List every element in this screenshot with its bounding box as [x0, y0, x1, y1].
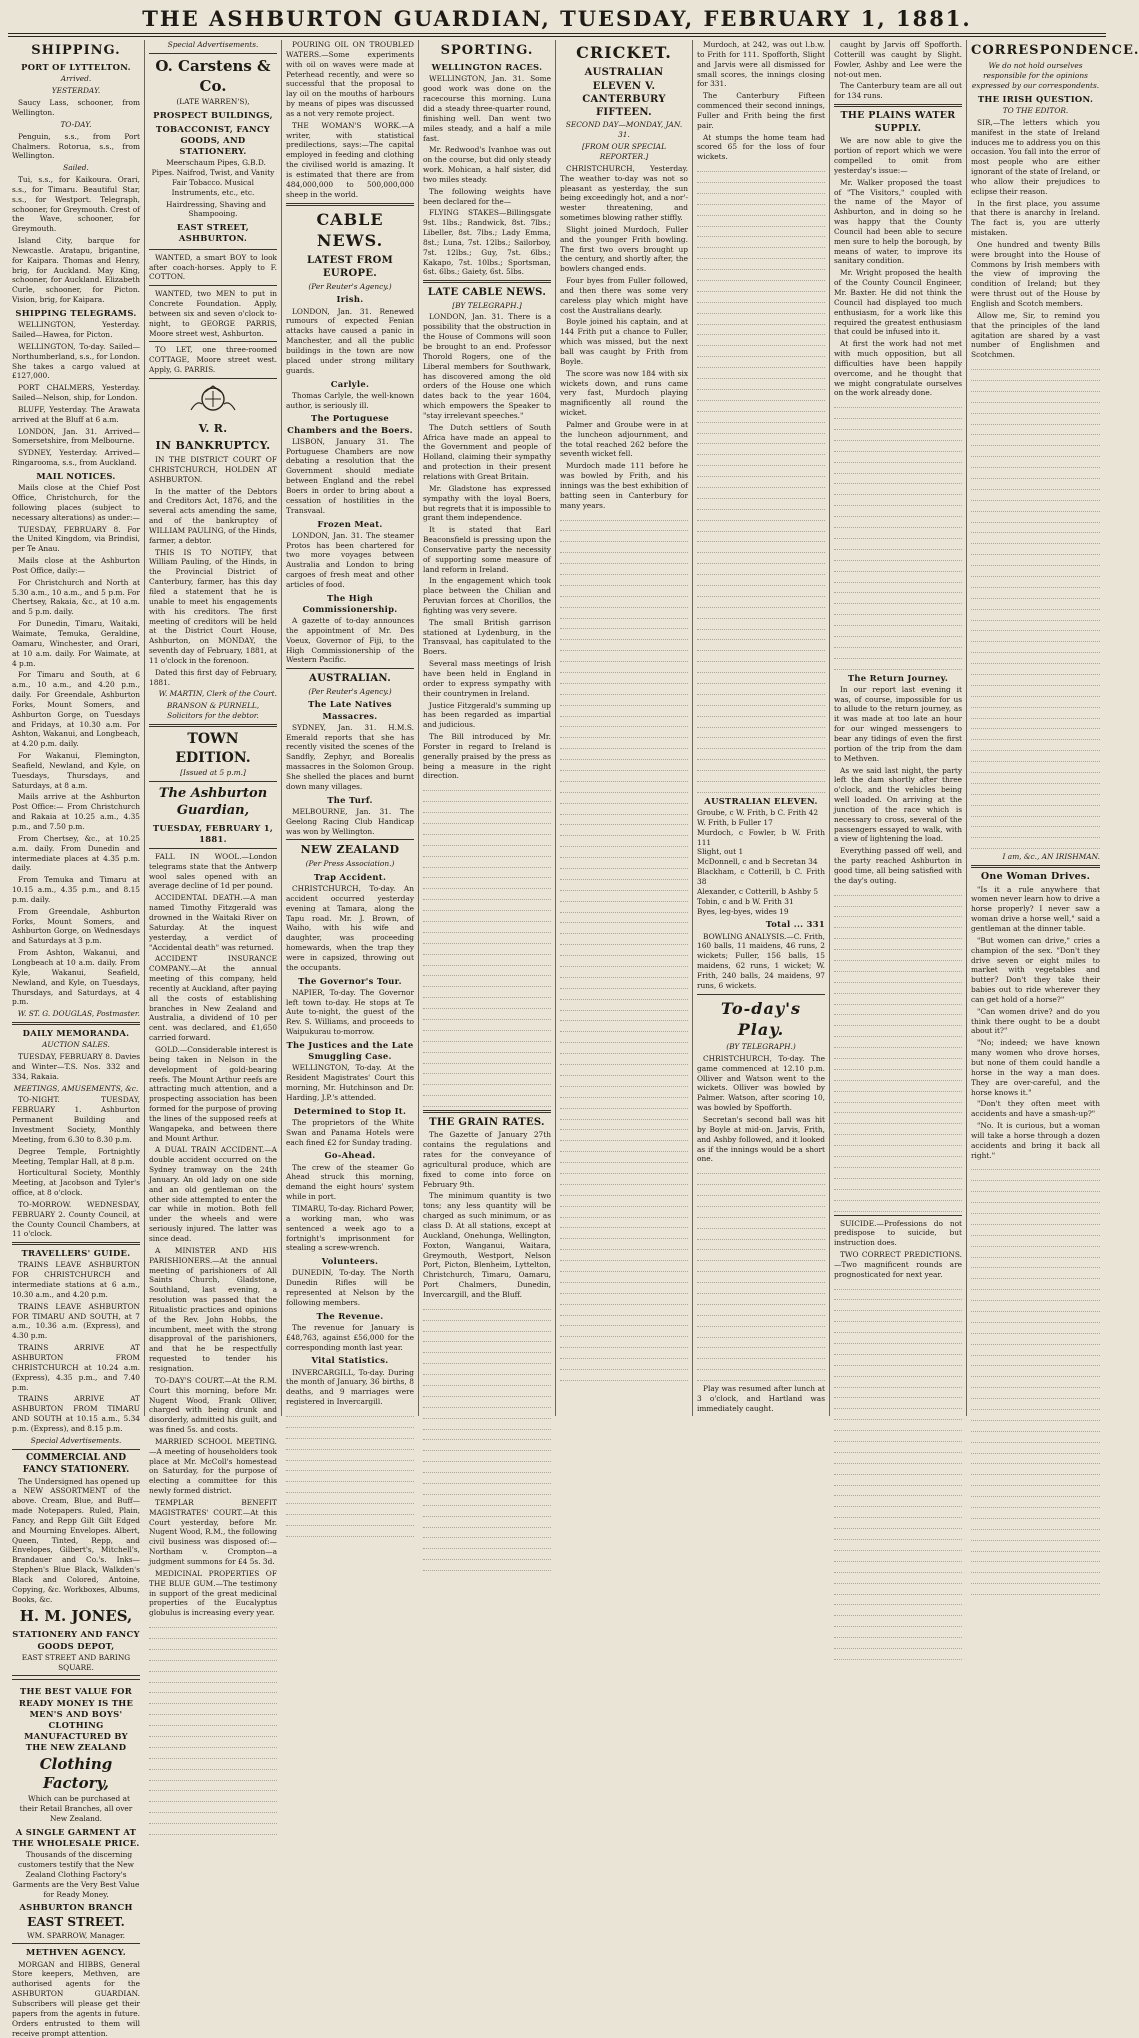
paragraph: LONDON, Jan. 31. The steamer Protos has been chartered for two more voyages between Australia and London to bring cargoes of fresh meat and other articles of food.	[286, 530, 414, 589]
paragraph: TUESDAY, FEBRUARY 8. For the United Kingdom, via Brindisi, per Te Anau.	[12, 524, 140, 554]
ad-name: O. Carstens & Co.	[155, 56, 271, 95]
ad-text: The Undersigned has opened up a NEW ASSORTMENT of the above. Cream, Blue, and Buff—made Notepapers. Ruled, Plain, Fancy, and Repp Gilt Gilt Edged and Mourning Envelopes. Albert, Queen, Tinted, Repp, and Envelopes, Gilbert's, Mitchell's, Brandauer and Co.'s. Inks—Stephen's Blue Black, Walkden's Black and Colored, Antoine, Copying, &c. Workboxes, Albums, Books, &c.	[12, 1476, 140, 1604]
paragraph: TIMARU, To-day. Richard Power, a working man, who was sentenced a week ago to a fortnight's imprisonment for stealing a screw-wrench.	[286, 1203, 414, 1253]
paragraph: For Wakanui, Flemington, Seafield, Newland, and Kyle, on Tuesdays, Thursdays, and Saturdays, at 8 a.m.	[12, 751, 140, 790]
paragraph: In the matter of the Debtors and Creditors Act, 1876, and the several acts amending the same, and of the bankruptcy of WILLIAM PAULING, of the Hinds, farmer, a debtor.	[149, 486, 277, 545]
paragraph: INVERCARGILL, To-day. During the month of January, 36 births, 8 deaths, and 9 marriages were registered in Invercargill.	[286, 1367, 414, 1407]
subheading: Go-Ahead.	[324, 1150, 376, 1161]
paragraph: "No; indeed; we have known many women who drove horses, but none of them could handle a horse in the way a man does. They are over-careful, and the horse knows it."	[971, 1038, 1100, 1097]
paragraph: SIR,—The letters which you manifest in the state of Ireland induces me to address you on this occasion. You fall into the error of most people who are either ignorant of the state of Ireland, or who allow their prejudices to eclipse their reason.	[971, 117, 1100, 196]
paragraph: For Christchurch and North at 5.30 a.m., 10 a.m., and 5 p.m. For Chertsey, Rakaia, &c., at 10 a.m. and 5 p.m. daily.	[12, 577, 140, 617]
paragraph: TO-MORROW. WEDNESDAY, FEBRUARY 2. County Council, at the County Council Chambers, at 11 o'clock.	[12, 1199, 140, 1239]
subheading: The Return Journey.	[847, 672, 949, 683]
divider	[149, 341, 277, 342]
edition-heading: TOWN EDITION.	[175, 730, 251, 766]
subheading: IN BANKRUPTCY.	[155, 439, 271, 453]
column-cricket-continued	[693, 40, 830, 1416]
subheading: The High Commissionership.	[302, 592, 398, 614]
section-heading: CABLE NEWS.	[316, 209, 384, 250]
subheading: DAILY MEMORANDA.	[22, 1028, 130, 1039]
subheading: Sailed.	[63, 163, 89, 173]
paragraph: Slight joined Murdoch, Fuller and the younger Frith bowling. The first two overs brought up the century, and shortly after, the bowlers changed ends.	[560, 224, 688, 274]
column-shipping	[8, 40, 145, 2038]
paragraph: At first the work had not met with much opposition, but all difficulties have been happily overcome, and he thought that we might congratulate ourselves on the work already done.	[834, 339, 962, 398]
agency-note: (Per Reuter's Agency.)	[308, 686, 392, 696]
paragraph: From Chertsey, &c., at 10.25 a.m. daily. From Dunedin and intermediate places at 4.35 p.m. daily.	[12, 833, 140, 873]
paragraph: SUICIDE.—Professions do not predispose to suicide, but instruction does.	[834, 1218, 962, 1248]
paragraph: Play was resumed after lunch at 3 o'clock, and Hartland was immediately caught.	[697, 1384, 825, 1413]
subheading: THE PLAINS WATER SUPPLY.	[840, 110, 956, 134]
paragraph: The Canterbury team are all out for 134 runs.	[834, 81, 962, 101]
paragraph: WANTED, two MEN to put in Concrete Foundation. Apply, between six and seven o'clock to-night, to GEORGE PARRIS, Moore street west, Ashburton.	[149, 289, 277, 338]
paragraph: GOLD.—Considerable interest is being taken in Nelson in the development of gold-bearing reefs. The Mount Arthur reefs are attracting much attention, and a prospecting association has been formed for the purpose of proving the lines of the supposed reefs at Wangapeka, and between there and Mount Arthur.	[149, 1044, 277, 1143]
paragraph: The crew of the steamer Go Ahead struck this morning, demand the eight hours' system while in port.	[286, 1162, 414, 1202]
paragraph: FLYING STAKES—Billingsgate 9st. 1lbs.; Randwick, 8st. 7lbs.; Libeller, 8st. 7lbs.; Lady Emma, 8st.; Luna, 7st. 12lbs.; Sailorboy, 7st. 12lbs.; Guy, 7st. 6lbs.; Kakapo, 7st. 10lbs.; Sportsman, 6st. 6lbs.; Gaiety, 6st. 5lbs.	[423, 208, 551, 277]
section-heading: CORRESPONDENCE.	[971, 43, 1139, 58]
text-lines	[697, 1166, 825, 1381]
ad-address: EAST STREET.	[27, 1914, 125, 1929]
paragraph: WELLINGTON, To-day. Sailed—Northumberland, s.s., for London. She takes a cargo valued at £127,000.	[12, 341, 141, 381]
agency-note: (Per Reuter's Agency.)	[308, 281, 392, 291]
ad-address: EAST STREET AND BARING SQUARE.	[21, 1652, 131, 1672]
subheading: PORT OF LYTTELTON.	[21, 62, 131, 73]
ad-address: EAST STREET, ASHBURTON.	[177, 222, 249, 244]
subheading: Arrived.	[60, 74, 92, 84]
paragraph: Mr. Wright proposed the health of the County Council Engineer, Mr. Baxter. He did not think the Council had displayed too much enthusiasm, for a work like this required the greatest enthusiasm that could be infused into it.	[834, 268, 962, 337]
paragraph: TRAINS ARRIVE AT ASHBURTON FROM TIMARU AND SOUTH at 10.15 a.m., 5.34 p.m. (Express), and 8.15 p.m.	[12, 1394, 140, 1433]
paragraph: "Don't they often meet with accidents and have a smash-up?"	[971, 1099, 1100, 1119]
column-cricket	[556, 40, 693, 1416]
text-lines	[697, 164, 825, 793]
ad-title: COMMERCIAL AND FANCY STATIONERY.	[22, 1452, 130, 1475]
score-line: Tobin, c and b W. Frith 31	[697, 896, 794, 906]
score-line: Murdoch, c Fowler, b W. Frith 111	[697, 827, 825, 847]
column-correspondence	[967, 40, 1139, 1416]
paragraph: Saucy Lass, schooner, from Wellington.	[12, 98, 140, 117]
score-line: W. Frith, b Fuller 17	[697, 817, 773, 827]
advertisement	[12, 1449, 140, 1677]
paragraph: WELLINGTON, To-day. At the Resident Magistrates' Court this morning, Mr. Hutchinson and Dr. Harding, J.P.'s attended.	[286, 1063, 414, 1102]
paragraph: Murdoch, at 242, was out l.b.w. to Frith for 111. Spofforth, Slight and Jarvis were all dismissed for small scores, the innings closing for 331.	[697, 40, 825, 89]
paragraph: CHRISTCHURCH, To-day. The game commenced at 12.10 p.m. Olliver and Watson went to the wickets. Olliver was bowled by Palmer. Watson, after scoring 10, was bowled by Spofforth.	[697, 1053, 825, 1113]
divider	[286, 668, 414, 669]
subheading: MAIL NOTICES.	[36, 471, 116, 481]
subheading: AUSTRALIAN.	[309, 673, 391, 685]
subheading: Irish.	[336, 294, 364, 305]
paragraph: For Timaru and South, at 6 a.m., 10 a.m., and 4.20 p.m., daily. For Greendale, Ashburton Forks, Mount Somers, and Ashburton Gorge, on Tuesdays and Fridays, at 10.30 a.m. For Ashton, Wakanui, and Longbeach, at 4.20 p.m. daily.	[12, 670, 140, 749]
divider	[12, 1242, 140, 1245]
subheading: TRAVELLERS' GUIDE.	[21, 1248, 131, 1259]
divider	[286, 203, 414, 206]
text-lines	[834, 400, 962, 669]
subheading: LATE CABLE NEWS.	[427, 287, 547, 299]
paragraph: Penguin, s.s., from Port Chalmers. Rotorua, s.s., from Wellington.	[12, 131, 140, 161]
ad-text: Thousands of the discerning customers testify that the New Zealand Clothing Factory's Garments are the Very Best Value for Ready Money.	[12, 1850, 140, 1899]
divider	[149, 378, 277, 379]
paragraph: From Greendale, Ashburton Forks, Mount Somers, and Ashburton Gorge, on Wednesdays and Saturdays at 3 p.m.	[12, 906, 140, 946]
paragraph: The Canterbury Fifteen commenced their second innings, Fuller and Frith being the first pair.	[697, 91, 825, 130]
divider	[149, 781, 277, 782]
divider	[423, 1110, 551, 1113]
column-sporting	[419, 40, 556, 1416]
paragraph: MEDICINAL PROPERTIES OF THE BLUE GUM.—The testimony in support of the great medicinal properties of the Eucalyptus globulus is increasing every year.	[149, 1568, 277, 1618]
subheading: MEETINGS, AMUSEMENTS, &c.	[13, 1083, 139, 1093]
paragraph: A MINISTER AND HIS PARISHIONERS.—At the annual meeting of parishioners of All Saints Church, Gladstone, Southland, last evening, a resolution was passed that the Ritualistic practices and opinions of the Rev. John Hobbs, the incumbent, meet with the strong disapproval of the parishioners, and that he be respectfully requested to tender his resignation.	[149, 1245, 277, 1373]
subheading: TO THE EDITOR.	[1002, 105, 1069, 115]
subheading: Special Advertisements.	[167, 40, 259, 49]
paragraph: In the engagement which took place between the Chilian and Peruvian forces at Chorillos, the fighting was very severe.	[423, 576, 551, 615]
paragraph: Four byes from Fuller followed, and then there was some very careless play which might have cost the Australians dearly.	[560, 276, 688, 315]
text-lines	[834, 1282, 962, 1660]
paragraph: PORT CHALMERS, Yesterday. Sailed—Nelson, ship, for London.	[12, 383, 140, 403]
paragraph: SYDNEY, Jan. 31. H.M.S. Emerald reports that she has recently visited the scenes of the Sandfly, Zephyr, and Borealis massacres in the Solomon Group. She shelled the places and burnt down many villages.	[286, 722, 414, 791]
signature: BRANSON & PURNELL, Solicitors for the debtor.	[166, 701, 260, 721]
ad-subtitle: STATIONERY AND FANCY GOODS DEPOT,	[12, 1629, 140, 1651]
paragraph: TO-NIGHT. TUESDAY, FEBRUARY 1. Ashburton Permanent Building and Investment Society, Monthly Meeting, from 6.30 to 8.30 p.m.	[12, 1095, 140, 1144]
paragraph: Degree Temple, Fortnightly Meeting, Templar Hall, at 8 p.m.	[12, 1146, 140, 1166]
subheading: NEW ZEALAND	[300, 843, 400, 857]
paragraph: It is stated that Earl Beaconsfield is pressing upon the Conservative party the necessity of supporting some measure of land reform in Ireland.	[423, 525, 551, 574]
paper-title: The Ashburton Guardian,	[158, 786, 268, 819]
paragraph: TUESDAY, FEBRUARY 8. Davies and Winter—T.S. Nos. 332 and 334, Rakaia.	[12, 1052, 140, 1081]
paragraph: "Is it a rule anywhere that women never learn how to drive a horse properly? I never saw a woman drive a horse well," said a gentleman at the dinner table.	[971, 884, 1100, 933]
paragraph: In the first place, you assume that there is anarchy in Ireland. The fact is, you are utterly mistaken.	[971, 198, 1100, 238]
section-heading: SPORTING.	[440, 43, 534, 58]
section-heading: SHIPPING.	[31, 43, 121, 58]
subheading: The Portuguese Chambers and the Boers.	[287, 413, 413, 435]
text-lines	[971, 362, 1100, 849]
paragraph: We are now able to give the portion of report which we were compelled to omit from yesterday's issue:—	[834, 136, 962, 175]
text-lines	[834, 888, 962, 1212]
paragraph: Dated this first day of February, 1881.	[149, 667, 277, 687]
paragraph: Several mass meetings of Irish have been held in England in order to express sympathy with their countrymen in Ireland.	[423, 659, 551, 698]
paragraph: THE WOMAN'S WORK.—A writer, with statistical predilections, says:—The capital employed in feeding and clothing the civilised world is amazing. It is estimated that there are from 484,000,000 to 500,000,000 sheep in the world.	[286, 120, 414, 199]
subheading: Carlyle.	[330, 378, 370, 389]
dateline: YESTERDAY.	[51, 86, 101, 96]
section-heading: CRICKET.	[576, 43, 672, 62]
paragraph: TRAINS LEAVE ASHBURTON FOR CHRISTCHURCH and intermediate stations at 6 a.m., 10.30 a.m., and 4.20 p.m.	[12, 1260, 140, 1299]
paragraph: The proprietors of the White Swan and Panama Hotels were each fined £2 for Sunday trading.	[286, 1117, 414, 1147]
paragraph: TWO CORRECT PREDICTIONS.—Two magnificent rounds are prognosticated for next year.	[834, 1250, 962, 1279]
subheading: AUSTRALIAN ELEVEN V. CANTERBURY FIFTEEN.	[582, 67, 666, 119]
paragraph: From Ashton, Wakanui, and Longbeach at 10 a.m. daily. From Kyle, Wakanui, Seafield, Newland, and Kyle, on Tuesdays, Thursdays, and Saturdays, at 4 p.m.	[12, 948, 140, 1007]
paragraph: A gazette of to-day announces the appointment of Mr. Des Voeux, Governor of Fiji, to the High Commissionership of the Western Pacific.	[286, 616, 414, 665]
paragraph: From Temuka and Timaru at 10.15 a.m., 4.35 p.m., and 8.15 p.m. daily.	[12, 875, 140, 904]
paragraph: Horticultural Society, Monthly Meeting, at Jacobson and Tyler's office, at 8 o'clock.	[12, 1168, 140, 1198]
paragraph: A DUAL TRAIN ACCIDENT.—A double accident occurred on the Sydney tramway on the 24th January. An old lady on one side and an old gentleman on the other side attempted to enter the car while in motion. Both fell under the wheels and were seriously injured. The latter was since dead.	[149, 1145, 277, 1243]
ad-signature: WM. SPARROW, Manager.	[26, 1930, 126, 1940]
divider	[971, 865, 1100, 868]
subheading: SHIPPING TELEGRAMS.	[15, 308, 137, 319]
paragraph: TRAINS ARRIVE AT ASHBURTON FROM CHRISTCHURCH at 10.24 a.m. (Express), 4.35 p.m., and 7.40 p.m.	[12, 1343, 140, 1392]
paragraph: The revenue for January is £48,763, against £56,000 for the corresponding month last year.	[286, 1322, 414, 1352]
paragraph: Mr. Redwood's Ivanhoe was out on the course, but did only steady work. Mohican, a half sister, did two miles steady.	[423, 145, 551, 184]
subheading: One Woman Drives.	[980, 871, 1091, 882]
divider	[423, 280, 551, 283]
ad-name: Clothing Factory,	[39, 1754, 113, 1793]
paragraph: THIS IS TO NOTIFY, that William Pauling, of the Hinds, in the Provincial District of Canterbury, farmer, has this day filed a statement that he is unable to meet his engagements with his creditors. The first meeting of creditors will be held at the District Court House, Ashburton, on MONDAY, the seventh day of February, 1881, at 11 o'clock in the forenoon.	[149, 547, 277, 665]
divider	[12, 1022, 140, 1025]
issued-note: [Issued at 5 p.m.]	[180, 768, 246, 778]
ad-text: PROSPECT BUILDINGS,	[153, 109, 273, 120]
subheading: Vital Statistics.	[311, 1355, 389, 1366]
subheading: Frozen Meat.	[317, 518, 383, 529]
text-lines	[286, 1409, 414, 1537]
vr-mark: V. R.	[198, 421, 228, 435]
royal-crest-icon	[149, 382, 277, 419]
paragraph: The Dutch settlers of South Africa have made an appeal to the Government and people of Holland, claiming their sympathy and protection in their present relations with Great Britain.	[423, 422, 551, 481]
paragraph: TEMPLAR BENEFIT MAGISTRATES' COURT.—At this Court yesterday, before Mr. Nugent Wood, R.M., the following civil business was disposed of:—Northam v. Crompton—a judgment summons for £4 5s. 3d.	[149, 1497, 277, 1566]
paragraph: TRAINS LEAVE ASHBURTON FOR TIMARU AND SOUTH, at 7 a.m., 10.36 a.m. (Express), and 4.30 p.m.	[12, 1301, 140, 1341]
subheading: AUSTRALIAN ELEVEN.	[704, 795, 818, 806]
paragraph: One hundred and twenty Bills were brought into the House of Commons by Irish members with the view of improving the condition of Ireland; but they were thrust out of the House by English and Scotch members.	[971, 239, 1100, 309]
paragraph: SYDNEY, Yesterday. Arrived—Ringarooma, s.s., from Auckland.	[12, 448, 140, 468]
paragraph: The score was now 184 with six wickets down, and runs came very fast, Murdoch playing magnificently all round the wicket.	[560, 368, 688, 418]
subheading: The Revenue.	[316, 1310, 384, 1321]
divider	[149, 285, 277, 286]
agency-note: [BY TELEGRAPH.]	[452, 300, 522, 310]
divider	[697, 994, 825, 995]
paragraph: "But women can drive," cries a champion of the sex. "Don't they drive seven or eight miles to market with vegetables and butter? Don't they take their babies out to ride wherever they can get hold of a horse?"	[971, 935, 1100, 1004]
paragraph: Mails close at the Ashburton Post Office, daily:—	[12, 556, 140, 575]
paragraph: Mr. Gladstone has expressed sympathy with the loyal Boers, but regrets that it is impossible to grant them independence.	[423, 483, 551, 523]
signature: I am, &c., AN IRISHMAN.	[1002, 852, 1100, 862]
paragraph: MELBOURNE, Jan. 31. The Geelong Racing Club Handicap was won by Wellington.	[286, 806, 414, 836]
paragraph: Palmer and Groube were in at the luncheon adjournment, and the total reached 262 before the seventh wicket fell.	[560, 419, 688, 459]
paragraph: caught by Jarvis off Spofforth. Cotterill was caught by Slight. Fowler, Ashby and Lee were the not-out men.	[834, 40, 962, 79]
subheading: Special Advertisements.	[30, 1435, 122, 1445]
subheading: THE IRISH QUESTION.	[977, 93, 1094, 104]
masthead-rule-lower	[8, 36, 1106, 37]
paragraph: TO LET, one three-roomed COTTAGE, Moore street west. Apply, G. PARRIS.	[149, 345, 277, 375]
paragraph: LONDON, Jan. 31. Renewed rumours of expected Fenian attacks have caused a panic in Manchester, and all the public buildings in the town are now placed under strong military guards.	[286, 306, 414, 375]
paragraph: FALL IN WOOL.—London telegrams state that the Antwerp wool sales opened with an average decline of 1d per pound.	[149, 851, 277, 891]
subheading: The Justices and the Late Smuggling Case.	[286, 1040, 414, 1062]
paragraph: Mr. Walker proposed the toast of "The Visitors," coupled with the name of the Mayor of Ashburton, and in doing so he was happy that the County Council had been able to secure men sure to help the borough, by means of water, to improve its sanitary condition.	[834, 177, 962, 266]
ad-text: ASHBURTON BRANCH	[19, 1902, 133, 1913]
paragraph: Allow me, Sir, to remind you that the principles of the land agitation are shared by a vast number of Englishmen and Scotchmen.	[971, 310, 1100, 360]
agency-note: (Per Press Association.)	[305, 859, 395, 869]
subheading: LATEST FROM EUROPE.	[307, 255, 393, 280]
score-line: Slight, out 1	[697, 847, 744, 857]
paragraph: The small British garrison stationed at Lydenburg, in the Transvaal, has capitulated to the Boers.	[423, 617, 551, 657]
divider	[834, 1215, 962, 1216]
paragraph: BOWLING ANALYSIS.—C. Frith, 160 balls, 11 maidens, 46 runs, 2 wickets; Fuller, 156 balls, 15 maidens, 62 runs, 1 wicket; W. Frith, 240 balls, 24 maidens, 97 runs, 6 wickets.	[697, 931, 825, 990]
subheading: Volunteers.	[321, 1256, 379, 1267]
paragraph: Secretan's second ball was hit by Boyle at mid-on. Jarvis, Frith, and Ashby followed, and it looked as if the innings would be a short one.	[697, 1115, 825, 1164]
paragraph: NAPIER, To-day. The Governor left town to-day. He stops at Te Aute to-night, the guest of the Rev. S. Williams, and proceeds to Waipukurau to-morrow.	[286, 987, 414, 1037]
ad-text: A SINGLE GARMENT AT THE WHOLESALE PRICE.	[12, 1826, 140, 1849]
divider	[286, 839, 414, 840]
section-heading: To-day's Play.	[720, 998, 802, 1039]
paragraph: WANTED, a smart BOY to look after coach-horses. Apply to F. COTTON.	[149, 252, 277, 282]
paragraph: As we said last night, the party left the dam shortly after three o'clock, and the vehicles being well loaded. On arriving at the junction of the race which is necessary to cross, several of the passengers essayed to walk, with a view of lightening the load.	[834, 765, 962, 844]
paragraph: MARRIED SCHOOL MEETING.—A meeting of householders took place at Mr. McColl's homestead on Saturday, for the purpose of electing a committee for this newly formed district.	[149, 1436, 277, 1496]
divider	[834, 104, 962, 107]
signature: W. MARTIN, Clerk of the Court.	[158, 689, 277, 699]
paragraph: "Can women drive? and do you think there ought to be a doubt about it?"	[971, 1006, 1100, 1036]
subheading: WELLINGTON RACES.	[431, 62, 543, 73]
ad-text: Hairdressing, Shaving and Shampooing.	[165, 199, 267, 219]
subheading: Determined to Stop It.	[293, 1105, 407, 1116]
paragraph: POURING OIL ON TROUBLED WATERS.—Some experiments with oil on waves were made at Peterhead recently, and were so successful that the proposal to lay oil on the mouths of harbours by means of pipes was discussed as a not very remote project.	[286, 40, 414, 118]
paragraph: MORGAN and HIBBS, General Store keepers, Methven, are authorised agents for the ASHBURTON GUARDIAN. Subscribers will please get their papers from the agents in future. Orders entrusted to them will receive prompt attention.	[12, 1959, 140, 2038]
paragraph: Thomas Carlyle, the well-known author, is seriously ill.	[286, 390, 414, 410]
paragraph: The minimum quantity is two tons; any less quantity will be charged as such minimum, or as class D. At all stations, except at Auckland, Onehunga, Wellington, Foxton, Wanganui, Waitara, Greymouth, Westport, Nelson Port, Picton, Blenheim, Lyttelton, Christchurch, Timaru, Oamaru, Port Chalmers, Dunedin, Invercargill, and the Bluff.	[423, 1191, 551, 1299]
ad-text: TOBACCONIST, FANCY GOODS, AND STATIONERY.	[155, 123, 271, 157]
paragraph: Boyle joined his captain, and at 144 Frith put a chance to Fuller, which was missed, but the next ball was caught by Frith from Boyle.	[560, 317, 688, 366]
ad-text: THE BEST VALUE FOR READY MONEY IS THE MEN'S AND BOYS' CLOTHING MANUFACTURED BY THE NEW ZEALAND	[18, 1686, 134, 1753]
subheading: The Turf.	[327, 794, 373, 805]
text-lines	[149, 1620, 277, 1835]
divider	[149, 724, 277, 727]
dateline: TO-DAY.	[60, 119, 92, 129]
paragraph: The Bill introduced by Mr. Forster in regard to Ireland is generally praised by the press as being a measure in the right direction.	[423, 732, 551, 781]
paragraph: LONDON, Jan. 31. There is a possibility that the obstruction in the House of Commons will soon be brought to an end. Professor Thorold Rogers, one of the Liberal members for Southwark, has discovered among the old orders of the House one which dates back to the year 1604, which empowers the Speaker to "stay irrelevant speeches."	[423, 312, 551, 420]
paragraph: WELLINGTON, Yesterday. Sailed—Hawea, for Picton.	[12, 320, 140, 340]
column-cable-news	[282, 40, 419, 1416]
ad-text: (LATE WARREN'S),	[176, 96, 250, 106]
paragraph: IN THE DISTRICT COURT OF CHRISTCHURCH, HOLDEN AT ASHBURTON.	[149, 455, 277, 484]
paragraph: CHRISTCHURCH, To-day. An accident occurred yesterday evening at Tamara, along the Tapu road. Mr. J. Brown, of Waiho, with his wife and daughter, was proceeding homewards, when the trap they were in capsized, throwing out the occupants.	[286, 884, 414, 972]
score-total: Total ... 331	[765, 919, 825, 930]
subheading: The Late Natives Massacres.	[308, 699, 392, 721]
paragraph: In our report last evening it was, of course, impossible for us to allude to the return journey, as it was made at too late an hour for our winged messengers to bear any tidings of even the first portion of the trip from the dam to Methven.	[834, 684, 962, 763]
paragraph: Mails close at the Chief Post Office, Christchurch, for the following places (subject to necessary alterations) as under:—	[12, 483, 140, 522]
masthead-rule	[8, 33, 1106, 34]
ad-text: Meerschaum Pipes, G.B.D. Pipes. Naifrod, Twist, and Vanity Fair Tobacco. Musical Instruments, etc., etc.	[151, 158, 275, 197]
paragraph: ACCIDENT INSURANCE COMPANY.—At the annual meeting of this company, held recently at Auckland, after paying all the costs of establishing branches in New Zealand and Australia, a dividend of 10 per cent. was declared, and £1,650 carried forward.	[149, 954, 277, 1043]
text-lines	[971, 1162, 1100, 1595]
agency-note: [FROM OUR SPECIAL REPORTER.]	[581, 142, 666, 161]
paragraph: Island City, barque for Newcastle. Aratapu, brigantine, for Kaipara. Thomas and Henry, brig, for Auckland. May King, schooner, for Auckland. Elizabeth Curle, schooner, for Picton. Vision, brig, for Kaipara.	[12, 236, 140, 305]
paragraph: Everything passed off well, and the party reached Ashburton in good time, all being satisfied with the day's outing.	[834, 846, 962, 885]
columns	[8, 40, 1139, 2038]
paragraph: TO-DAY'S COURT.—At the R.M. Court this morning, before Mr. Nugent Wood, Frank Olliver, charged with being drunk and disorderly, admitted his guilt, and was fined 5s. and costs.	[149, 1375, 277, 1435]
advertisement	[12, 1679, 140, 1944]
paragraph: Tui, s.s., for Kaikoura. Orari, s.s., for Timaru. Beautiful Star, s.s., for Westport. Telegraph, schooner, for Greymouth. Crest of the Wave, schooner, for Greymouth.	[12, 175, 140, 234]
paragraph: WELLINGTON, Jan. 31. Some good work was done on the racecourse this morning. Luna did a steady three-quarter round, finishing well. Dan went two miles steady, and a half a mile fast.	[423, 74, 551, 143]
ad-name: H. M. JONES,	[19, 1606, 133, 1625]
paragraph: DUNEDIN, To-day. The North Dunedin Rifles will be represented at Nelson by the following members.	[286, 1268, 414, 1307]
subheading: AUCTION SALES.	[42, 1040, 110, 1050]
agency-note: (BY TELEGRAPH.)	[726, 1042, 796, 1052]
subheading: Trap Accident.	[313, 871, 387, 882]
disclaimer: We do not hold ourselves responsible for the opinions expressed by our correspondents.	[971, 61, 1100, 90]
paragraph: The following weights have been declared for the—	[423, 186, 551, 206]
subheading: METHVEN AGENCY.	[26, 1947, 126, 1958]
subheading: THE GRAIN RATES.	[429, 1117, 545, 1129]
masthead: THE ASHBURTON GUARDIAN, TUESDAY, FEBRUARY 1, 1881.	[142, 6, 972, 31]
dateline: TUESDAY, FEBRUARY 1, 1881.	[152, 822, 274, 844]
paragraph: "No. It is curious, but a woman will take a horse through a dozen accidents and bring it back all right."	[971, 1121, 1100, 1160]
score-line: Byes, leg-byes, wides 19	[697, 906, 789, 916]
paragraph: Justice Fitzgerald's summing up has been regarded as impartial and judicious.	[423, 700, 551, 730]
paragraph: Mails arrive at the Ashburton Post Office:— From Christchurch and Rakaia at 10.25 a.m., 4.35 p.m., and 7.50 p.m.	[12, 792, 140, 832]
divider	[149, 848, 277, 849]
text-lines	[423, 783, 551, 1107]
score-line: McDonnell, c and b Secretan 34	[697, 857, 818, 867]
score-line: Alexander, c Cotterill, b Ashby 5	[697, 886, 819, 896]
text-lines	[423, 1302, 551, 1571]
paragraph: LISBON, January 31. The Portuguese Chambers are now debating a resolution that the Government should mediate between England and the rebel Boers in order to bring about a cessation of hostilities in the Transvaal.	[286, 436, 414, 515]
paragraph: The Gazette of January 27th contains the regulations and rates for the conveyance of agricultural produce, which are fixed to come into force on February 9th.	[423, 1130, 551, 1189]
ad-text: Which can be purchased at their Retail Branches, all over New Zealand.	[19, 1794, 133, 1824]
dateline: SECOND DAY—MONDAY, JAN. 31.	[565, 120, 683, 140]
text-lines	[560, 513, 688, 1381]
score-line: Groube, c W. Frith, b C. Frith 42	[697, 808, 819, 818]
paragraph: At stumps the home team had scored 65 for the loss of four wickets.	[697, 132, 825, 162]
paragraph: LONDON, Jan. 31. Arrived—Somersetshire, from Melbourne.	[12, 426, 140, 446]
column-water-supply	[830, 40, 967, 1416]
paragraph: CHRISTCHURCH, Yesterday. The weather to-day was not so pleasant as yesterday, the sun being exceedingly hot, and a nor'-wester threatening, and sometimes blowing rather stiffly.	[560, 163, 688, 223]
score-line: Blackham, c Cotterill, b C. Frith 38	[697, 867, 825, 886]
subheading: The Governor's Tour.	[298, 975, 402, 986]
column-advertisements	[145, 40, 282, 1618]
paragraph: ACCIDENTAL DEATH.—A man named Timothy Fitzgerald was drowned in the Waitaki River on Saturday. At the inquest yesterday, a verdict of "Accidental death" was returned.	[149, 893, 277, 952]
advertisement	[149, 53, 277, 250]
signature: W. ST. G. DOUGLAS, Postmaster.	[17, 1009, 140, 1019]
paragraph: Murdoch made 111 before he was bowled by Frith, and his innings was the best exhibition of batting seen in Canterbury for many years.	[560, 461, 688, 510]
paragraph: For Dunedin, Timaru, Waitaki, Waimate, Temuka, Geraldine, Oamaru, Winchester, and Orari, at 10 a.m. daily. For Waimate, at 4 p.m.	[12, 619, 140, 668]
paragraph: BLUFF, Yesterday. The Arawata arrived at the Bluff at 6 a.m.	[12, 404, 140, 424]
